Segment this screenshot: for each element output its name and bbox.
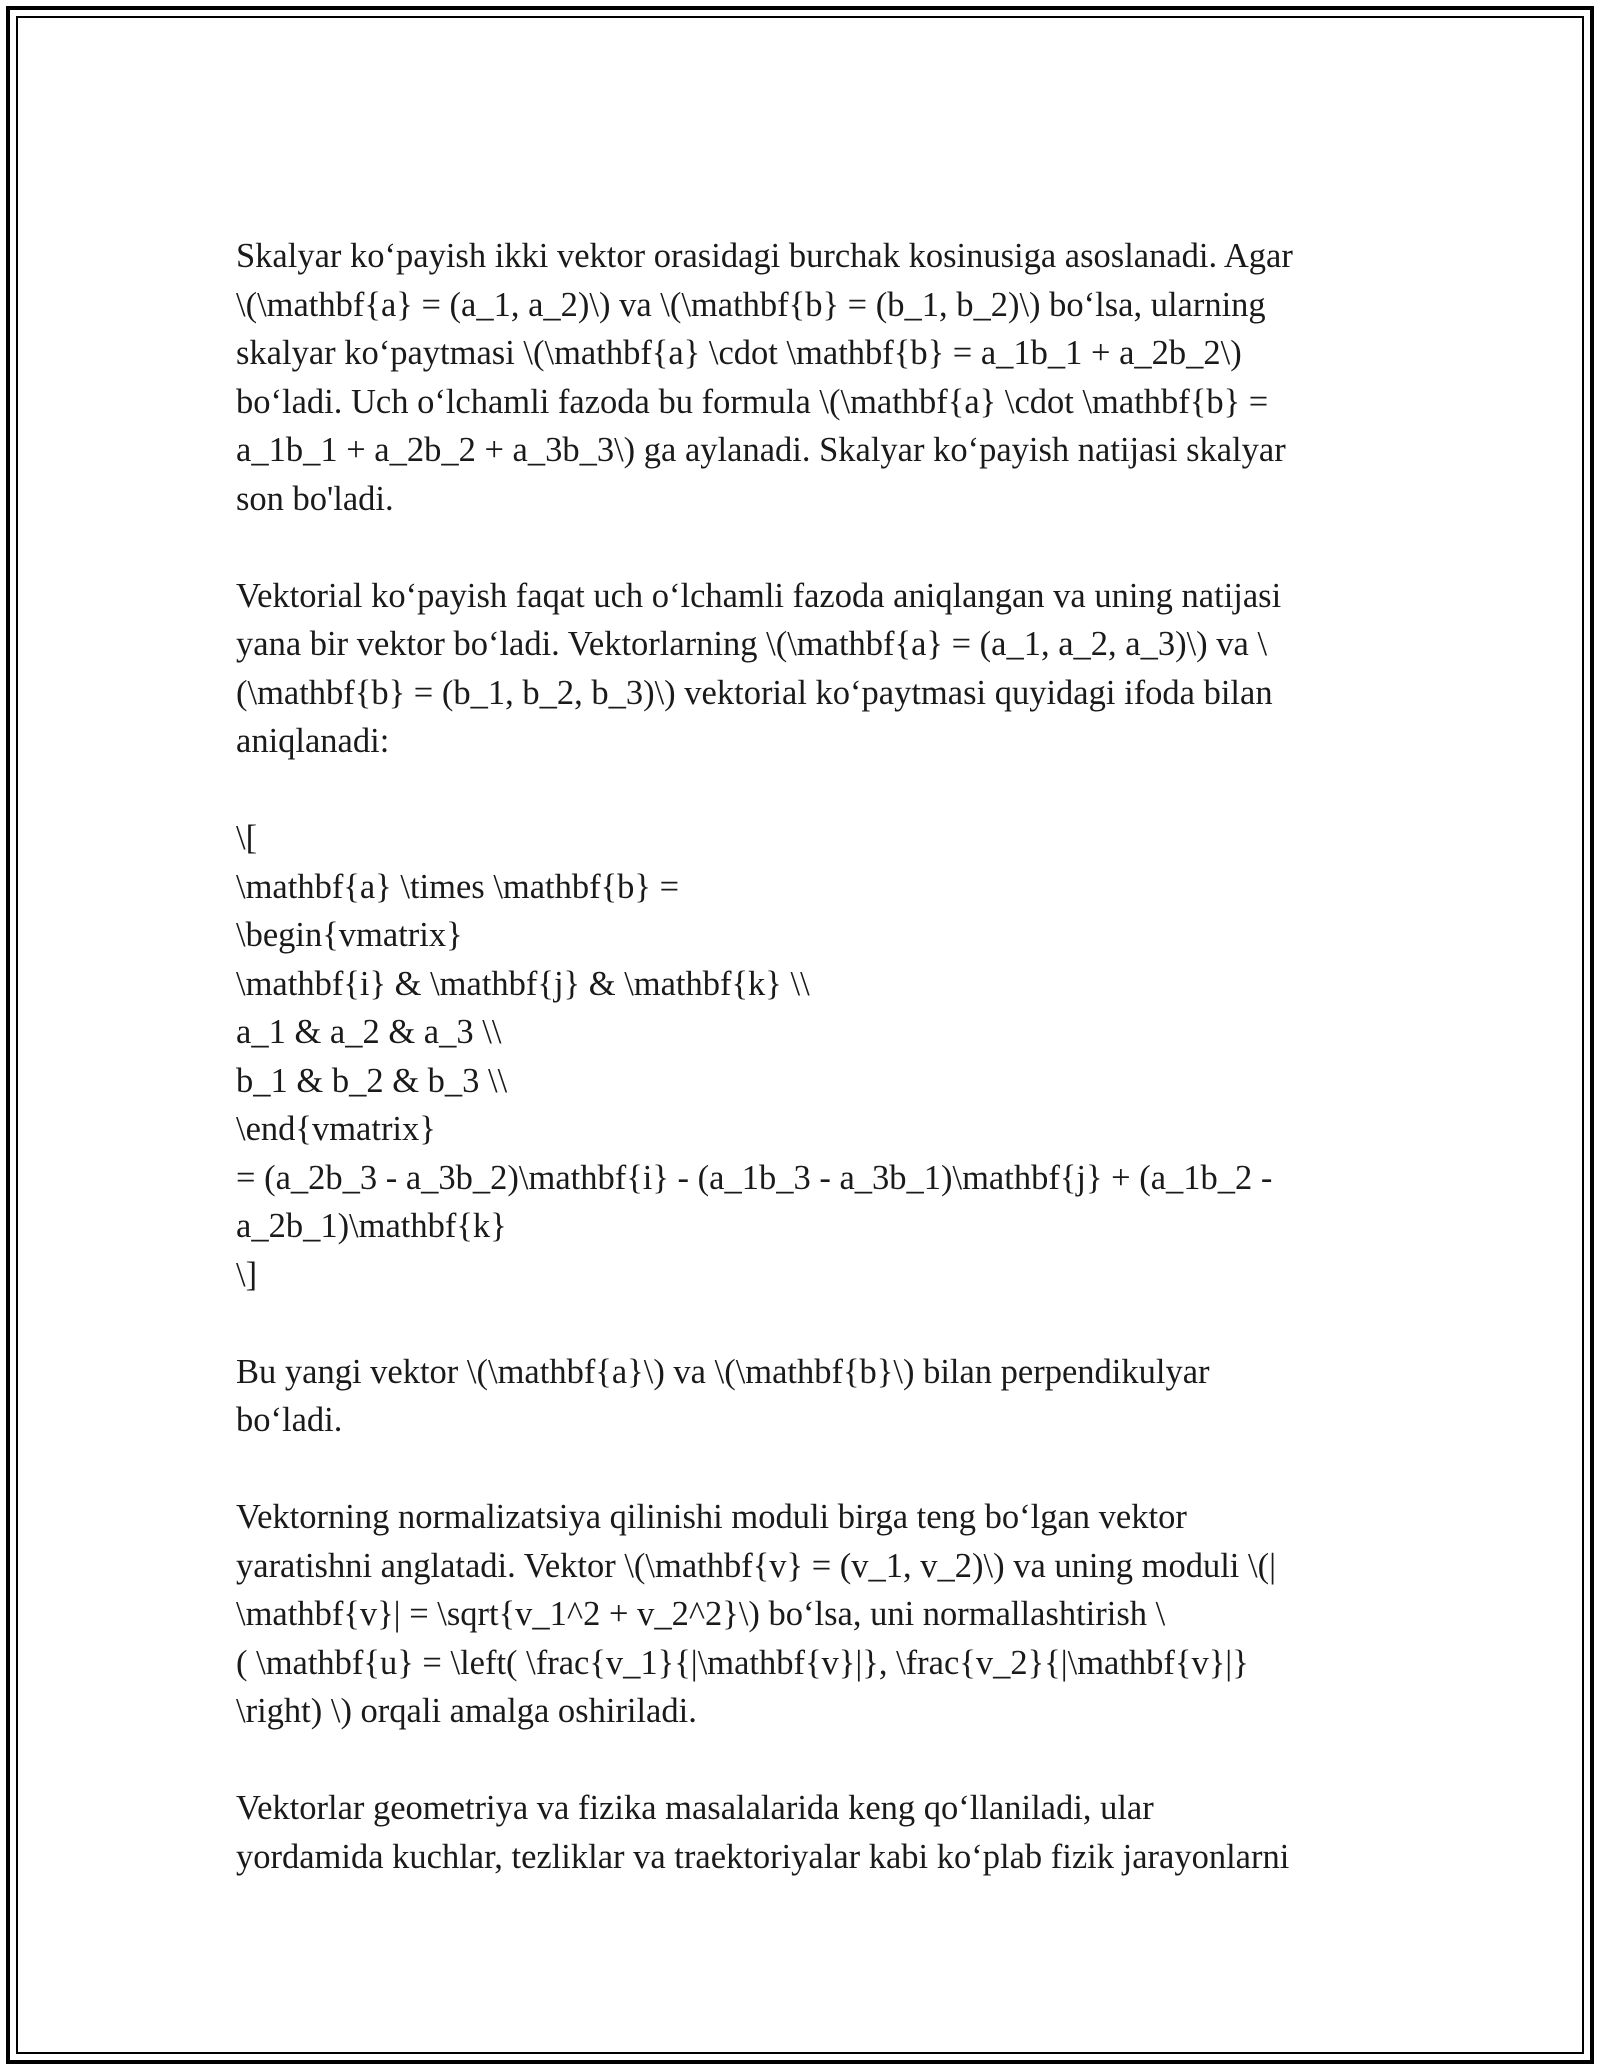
text-line: \] [236,1255,258,1294]
text-line: \[ [236,819,258,857]
text-line: yaratishni anglatadi. Vektor \(\mathbf{v} = (v_1, v_2)\) va uning moduli \(| [236,1546,1276,1585]
paragraph [236,1493,1376,1736]
text-line: Vektorning normalizatsiya qilinishi moduli birga teng bo‘lgan vektor [236,1498,1187,1536]
text-line: Vektorial ko‘payish faqat uch o‘lchamli fazoda aniqlangan va uning natijasi [236,576,1282,615]
text-line: bo‘ladi. [236,1401,343,1439]
text-line: yordamida kuchlar, tezliklar va traektoriyalar kabi ko‘plab fizik jarayonlarni [236,1837,1290,1876]
text-line: a_1 & a_2 & a_3 \\ [236,1013,502,1051]
paragraph-gap [236,523,1376,572]
paragraph [236,814,1376,1299]
text-line: = (a_2b_3 - a_3b_2)\mathbf{i} - (a_1b_3 - a_3b_1)\mathbf{j} + (a_1b_2 - [236,1158,1273,1197]
text-line: yana bir vektor bo‘ladi. Vektorlarning \(\mathbf{a} = (a_1, a_2, a_3)\) va \ [236,625,1268,663]
text-line: Bu yangi vektor \(\mathbf{a}\) va \(\mathbf{b}\) bilan perpendikulyar [236,1352,1210,1391]
text-line: son bo'ladi. [236,479,394,518]
text-line: b_1 & b_2 & b_3 \\ [236,1061,508,1100]
text-line: \(\mathbf{a} = (a_1, a_2)\) va \(\mathbf{b} = (b_1, b_2)\) bo‘lsa, ularning [236,285,1266,324]
text-line: \right) \) orqali amalga oshiriladi. [236,1692,697,1730]
paragraph-gap [236,1299,1376,1348]
paragraph-gap [236,1736,1376,1785]
text-line: \mathbf{a} \times \mathbf{b} = [236,867,680,906]
text-line: skalyar ko‘paytmasi \(\mathbf{a} \cdot \mathbf{b} = a_1b_1 + a_2b_2\) [236,334,1242,372]
text-line: \begin{vmatrix} [236,916,463,954]
text-line: \mathbf{i} & \mathbf{j} & \mathbf{k} \\ [236,964,810,1003]
text-line: (\mathbf{b} = (b_1, b_2, b_3)\) vektorial ko‘paytmasi quyidagi ifoda bilan [236,673,1273,712]
text-line: a_2b_1)\mathbf{k} [236,1207,507,1245]
paragraph [236,232,1376,523]
text-line: \end{vmatrix} [236,1110,436,1148]
paragraph [236,572,1376,766]
text-line: aniqlanadi: [236,722,390,760]
text-line: Vektorlar geometriya va fizika masalalarida keng qo‘llaniladi, ular [236,1789,1154,1827]
text-line: \mathbf{v}| = \sqrt{v_1^2 + v_2^2}\) bo‘lsa, uni normallashtirish \ [236,1595,1166,1633]
paragraph [236,1784,1376,1881]
text-line: a_1b_1 + a_2b_2 + a_3b_3\) ga aylanadi. Skalyar ko‘payish natijasi skalyar [236,431,1286,469]
paragraph-gap [236,1445,1376,1494]
paragraph-gap [236,766,1376,815]
paragraph [236,1348,1376,1445]
document-body [236,232,1376,1881]
text-line: ( \mathbf{u} = \left( \frac{v_1}{|\mathbf{v}|}, \frac{v_2}{|\mathbf{v}|} [236,1643,1249,1682]
text-line: Skalyar ko‘payish ikki vektor orasidagi burchak kosinusiga asoslanadi. Agar [236,237,1293,275]
text-line: bo‘ladi. Uch o‘lchamli fazoda bu formula \(\mathbf{a} \cdot \mathbf{b} = [236,382,1269,421]
